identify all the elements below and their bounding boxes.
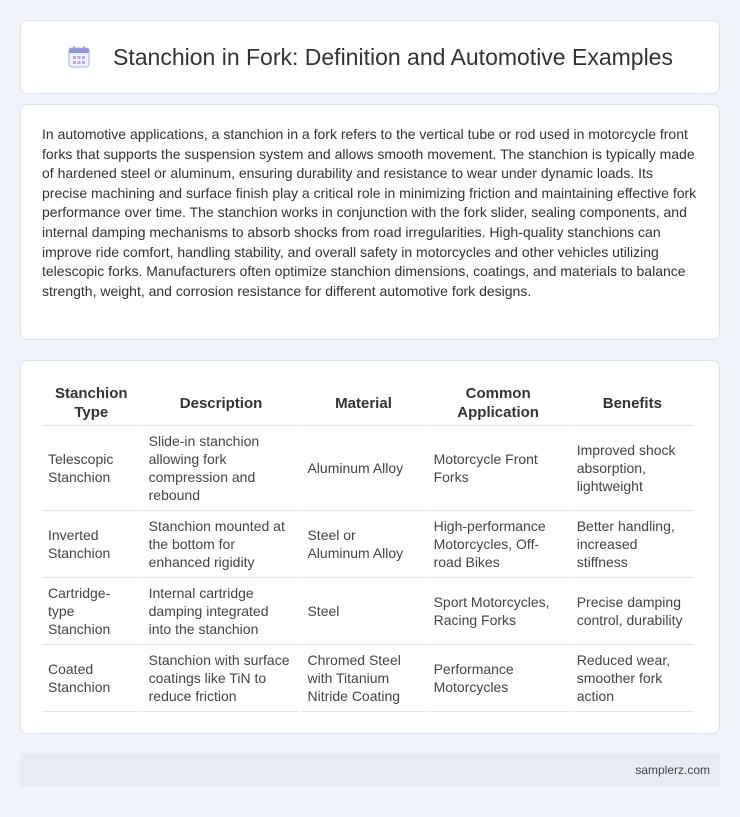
table-cell: Chromed Steel with Titanium Nitride Coating (301, 645, 425, 712)
table-cell: Coated Stanchion (42, 645, 141, 712)
table-cell: Aluminum Alloy (301, 426, 425, 511)
table-cell: Performance Motorcycles (428, 645, 569, 712)
table-cell: Stanchion mounted at the bottom for enhanced rigidity (143, 511, 300, 578)
table-cell: Precise damping control, durability (571, 578, 694, 645)
table-cell: Steel (301, 578, 425, 645)
table-cell: Cartridge-type Stanchion (42, 578, 141, 645)
table-row (42, 426, 694, 511)
table-cell: Better handling, increased stiffness (571, 511, 694, 578)
table-cell: Inverted Stanchion (42, 511, 141, 578)
calendar-icon (67, 45, 91, 69)
column-header: Description (143, 381, 300, 426)
table-cell: Improved shock absorption, lightweight (571, 426, 694, 511)
table-cell: Stanchion with surface coatings like TiN to reduce friction (143, 645, 300, 712)
table-cell: Telescopic Stanchion (42, 426, 141, 511)
table-cell: Reduced wear, smoother fork action (571, 645, 694, 712)
table-row (42, 511, 694, 578)
table-row (42, 578, 694, 645)
table-header-row (42, 381, 694, 426)
stanchion-table (40, 381, 696, 712)
table-cell: Internal cartridge damping integrated into the stanchion (143, 578, 300, 645)
footer (20, 753, 720, 787)
column-header: Common Application (428, 381, 569, 426)
column-header: Benefits (571, 381, 694, 426)
table-cell: Steel or Aluminum Alloy (301, 511, 425, 578)
table-cell: Sport Motorcycles, Racing Forks (428, 578, 569, 645)
intro-card (20, 104, 720, 340)
page-title: Stanchion in Fork: Definition and Automotive Examples (113, 43, 673, 70)
table-cell: Motorcycle Front Forks (428, 426, 569, 511)
column-header: Material (301, 381, 425, 426)
footer-site-link[interactable]: samplerz.com (635, 763, 710, 777)
table-card (20, 360, 720, 734)
table-row (42, 645, 694, 712)
column-header: Stanchion Type (42, 381, 141, 426)
table-cell: Slide-in stanchion allowing fork compression and rebound (143, 426, 300, 511)
page-header (20, 20, 720, 94)
intro-paragraph: In automotive applications, a stanchion in a fork refers to the vertical tube or rod used in motorcycle front forks that supports the suspension system and allows smooth movement. The stanchion is typically made of hardened steel or aluminum, ensuring durability and resistance to wear under dynamic loads. Its precise machining and surface finish play a critical role in minimizing friction and maintaining effective fork performance over time. The stanchion works in conjunction with the fork slider, sealing components, and internal damping mechanisms to absorb shocks from road irregularities. High-quality stanchions can improve ride comfort, handling stability, and overall safety in motorcycles and other vehicles utilizing telescopic forks. Manufacturers often optimize stanchion dimensions, coatings, and materials to balance strength, weight, and corrosion resistance for different automotive fork designs. (42, 126, 697, 299)
table-cell: High-performance Motorcycles, Off-road Bikes (428, 511, 569, 578)
